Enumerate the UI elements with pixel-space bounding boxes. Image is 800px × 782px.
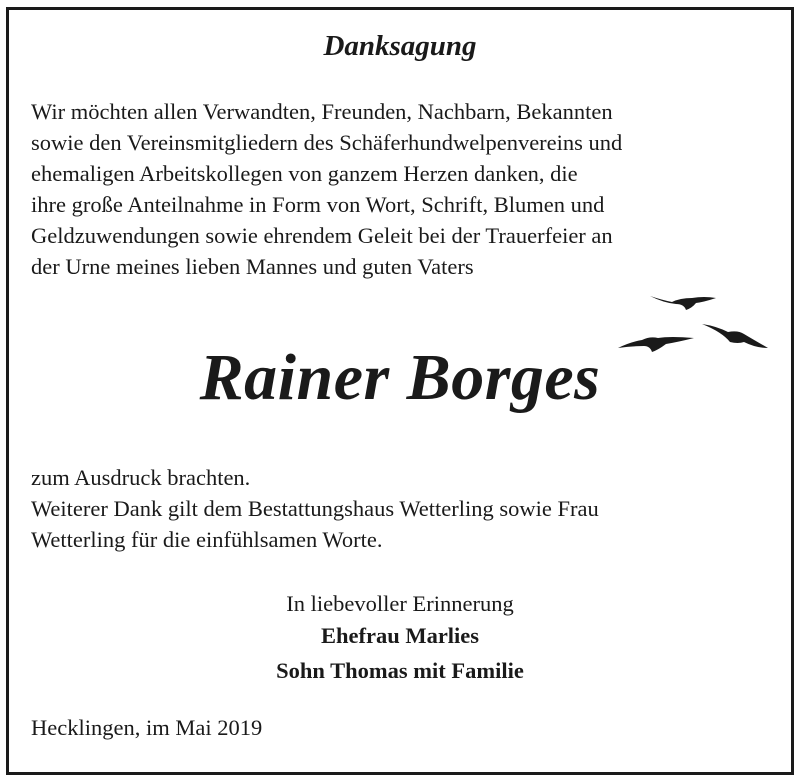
further-thanks-line: Weiterer Dank gilt dem Bestattungshaus Wetterling sowie Frau [31, 496, 599, 521]
remembrance-line: In liebevoller Erinnerung [286, 591, 514, 616]
further-thanks-line: Wetterling für die einfühlsamen Worte. [31, 527, 383, 552]
notice-heading: Danksagung [323, 30, 477, 62]
intro-line: Wir möchten allen Verwandten, Freunden, Nachbarn, Bekannten [31, 99, 613, 124]
deceased-name: Rainer Borges [199, 341, 601, 414]
closing-line: zum Ausdruck brachten. [31, 465, 251, 490]
signatory-son: Sohn Thomas mit Familie [276, 658, 524, 683]
further-thanks-paragraph [31, 493, 767, 555]
bird-icon [650, 296, 716, 310]
signatory-wife: Ehefrau Marlies [320, 623, 480, 648]
intro-line: sowie den Vereinsmitgliedern des Schäferhundwelpenvereins und [31, 130, 623, 155]
intro-paragraph [31, 96, 767, 282]
place-date: Hecklingen, im Mai 2019 [31, 715, 263, 740]
intro-line: ehemaligen Arbeitskollegen von ganzem Herzen danken, die [31, 161, 578, 186]
intro-line: Geldzuwendungen sowie ehrendem Geleit bei der Trauerfeier an [31, 223, 613, 248]
intro-line: der Urne meines lieben Mannes und guten Vaters [31, 254, 474, 279]
intro-line: ihre große Anteilnahme in Form von Wort, Schrift, Blumen und [31, 192, 605, 217]
